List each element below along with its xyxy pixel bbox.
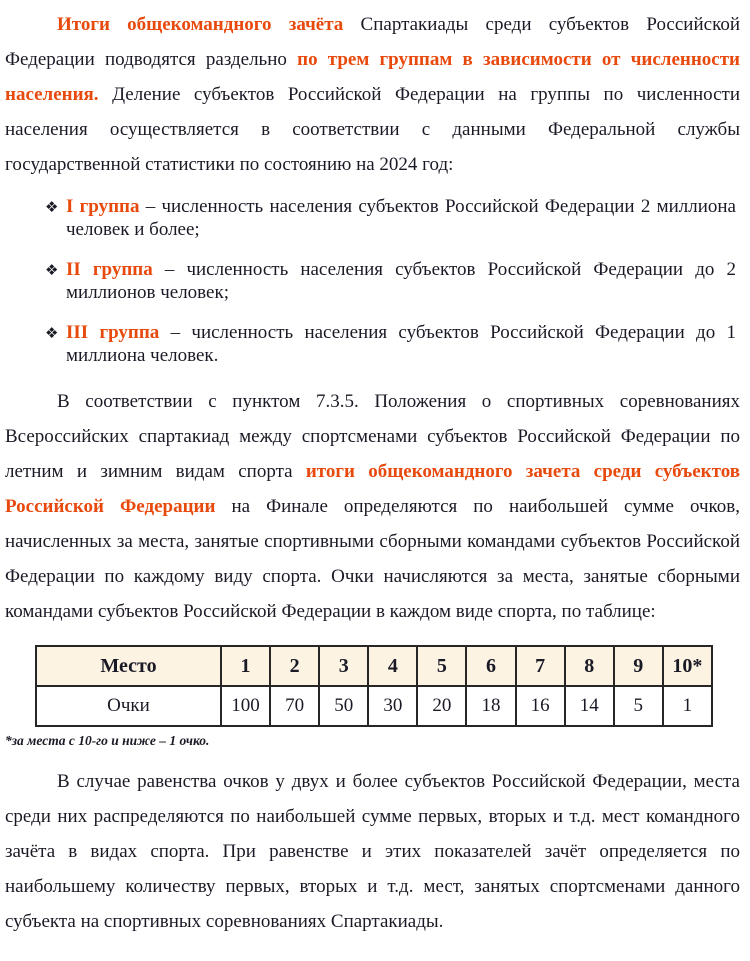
text-run: – численность населения субъектов Российской Федерации 2 миллиона человек и более; [66, 196, 736, 240]
accent-text-run: III группа [66, 322, 160, 343]
list-item [45, 258, 740, 304]
value-cell: 20 [417, 686, 466, 726]
accent-text-run: итоги общекомандного зачета среди субъектов Российской Федерации [5, 461, 740, 517]
value-cell: 8 [565, 646, 614, 686]
accent-text-run: Итоги общекомандного зачёта [57, 14, 361, 35]
text-run: В случае равенства очков у двух и более субъектов Российской Федерации, места среди них распределяются по наибольшей сумме первых, вторых и т.д. мест командного зачёта в видах спорта. При равенстве и этих показателей зачёт определяется по наибольшему количеству первых, вторых и т.д. мест, занятых спортсменами данного субъекта на спортивных соревнованиях Спартакиады. [5, 771, 740, 932]
population-groups-list [5, 195, 740, 367]
value-cell: 18 [466, 686, 515, 726]
value-cell: 30 [368, 686, 417, 726]
accent-text-run: I группа [66, 196, 140, 217]
value-cell: 2 [270, 646, 319, 686]
diamond-bullet-icon: ❖ [45, 198, 59, 216]
row-label-cell: Место [36, 646, 221, 686]
value-cell: 9 [614, 646, 663, 686]
row-label-cell: Очки [36, 686, 221, 726]
accent-text-run: по трем группам в зависимости от численности населения. [5, 49, 740, 105]
value-cell: 1 [663, 686, 712, 726]
text-run: Спартакиады среди субъектов Российской Федерации подводятся раздельно [5, 14, 741, 70]
accent-text-run: II группа [66, 259, 153, 280]
text-run: Деление субъектов Российской Федерации на группы по численности населения осуществляется в соответствии с данными Федеральной службы государственной статистики по состоянию на 2024 год: [5, 84, 741, 175]
value-cell: 4 [368, 646, 417, 686]
value-cell: 100 [221, 686, 270, 726]
list-item [45, 195, 740, 241]
value-cell: 16 [516, 686, 565, 726]
value-cell: 5 [614, 686, 663, 726]
scoring-paragraph [5, 384, 740, 629]
text-run: – численность населения субъектов Российской Федерации до 1 миллиона человек. [66, 322, 736, 366]
value-cell: 50 [319, 686, 368, 726]
value-cell: 3 [319, 646, 368, 686]
diamond-bullet-icon: ❖ [45, 324, 59, 342]
diamond-bullet-icon: ❖ [45, 261, 59, 279]
table-row [36, 686, 712, 726]
text-run: – численность населения субъектов Российской Федерации до 2 миллионов человек; [66, 259, 736, 303]
value-cell: 5 [417, 646, 466, 686]
text-run: В соответствии с пунктом 7.3.5. Положения о спортивных соревнованиях Всероссийских спартакиад между спортсменами субъектов Российской Федерации по летним и зимним видам спорта [5, 391, 740, 482]
value-cell: 14 [565, 686, 614, 726]
table-footnote: *за места с 10-го и ниже – 1 очко. [5, 733, 210, 748]
value-cell: 10* [663, 646, 712, 686]
tiebreak-paragraph [5, 764, 740, 939]
value-cell: 7 [516, 646, 565, 686]
value-cell: 6 [466, 646, 515, 686]
value-cell: 70 [270, 686, 319, 726]
text-run: на Финале определяются по наибольшей сумме очков, начисленных за места, занятые спортивными сборными командами субъектов Российской Федерации по каждому виду спорта. Очки начисляются за места, занятые сборными командами субъектов Российской Федерации в каждом виде спорта, по таблице: [5, 496, 740, 622]
table-row [36, 646, 712, 686]
value-cell: 1 [221, 646, 270, 686]
intro-paragraph [5, 7, 740, 182]
list-item [45, 321, 740, 367]
points-table [35, 645, 713, 727]
